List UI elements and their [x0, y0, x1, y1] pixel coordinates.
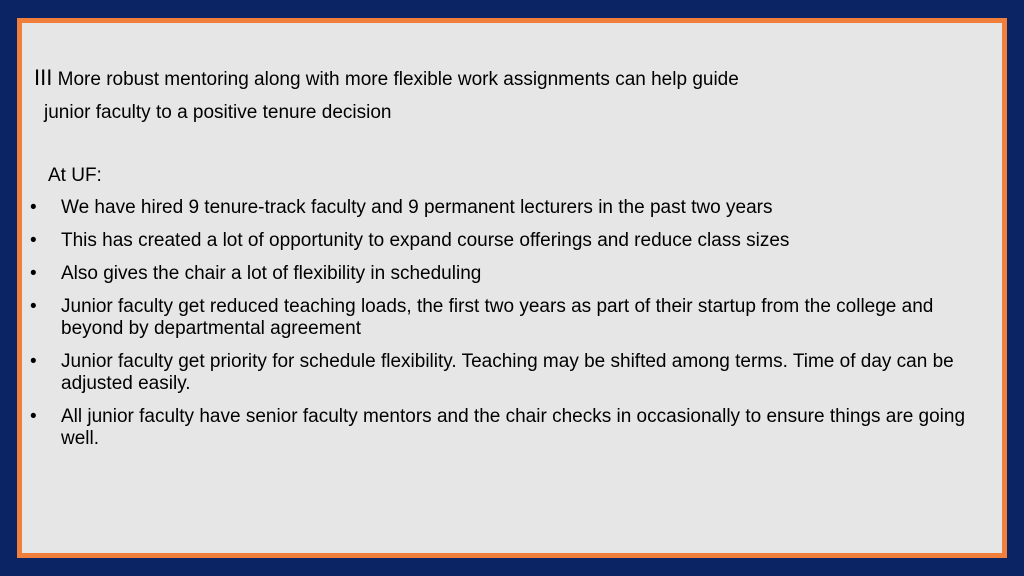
bullet-item: [30, 351, 1000, 395]
bullet-icon: •: [30, 263, 37, 284]
bullet-list: [30, 197, 1000, 461]
heading-numeral: III: [34, 65, 53, 90]
heading-line-1: More robust mentoring along with more flexible work assignments can help guide: [52, 69, 739, 90]
bullet-item: [30, 296, 1000, 340]
bullet-text: Junior faculty get reduced teaching loads, the first two years as part of their startup from the college and beyond by departmental agreement: [61, 296, 934, 339]
bullet-text: We have hired 9 tenure-track faculty and 9 permanent lecturers in the past two years: [61, 197, 773, 218]
bullet-icon: •: [30, 351, 37, 372]
bullet-text: Junior faculty get priority for schedule flexibility. Teaching may be shifted among terms. Time of day can be adjusted easily.: [61, 351, 954, 394]
bullet-text: All junior faculty have senior faculty mentors and the chair checks in occasionally to ensure things are going well.: [61, 406, 966, 449]
bullet-icon: •: [30, 406, 37, 427]
bullet-icon: •: [30, 296, 37, 317]
heading-line-2: junior faculty to a positive tenure decision: [44, 102, 392, 123]
slide-heading: [34, 61, 739, 129]
section-label: At UF:: [48, 165, 102, 186]
bullet-item: [30, 230, 1000, 252]
bullet-item: [30, 263, 1000, 285]
bullet-item: [30, 406, 1000, 450]
bullet-icon: •: [30, 197, 37, 218]
bullet-text: Also gives the chair a lot of flexibility in scheduling: [61, 263, 482, 284]
bullet-item: [30, 197, 1000, 219]
slide-panel: [17, 18, 1007, 558]
bullet-text: This has created a lot of opportunity to expand course offerings and reduce class sizes: [61, 230, 790, 251]
bullet-icon: •: [30, 230, 37, 251]
